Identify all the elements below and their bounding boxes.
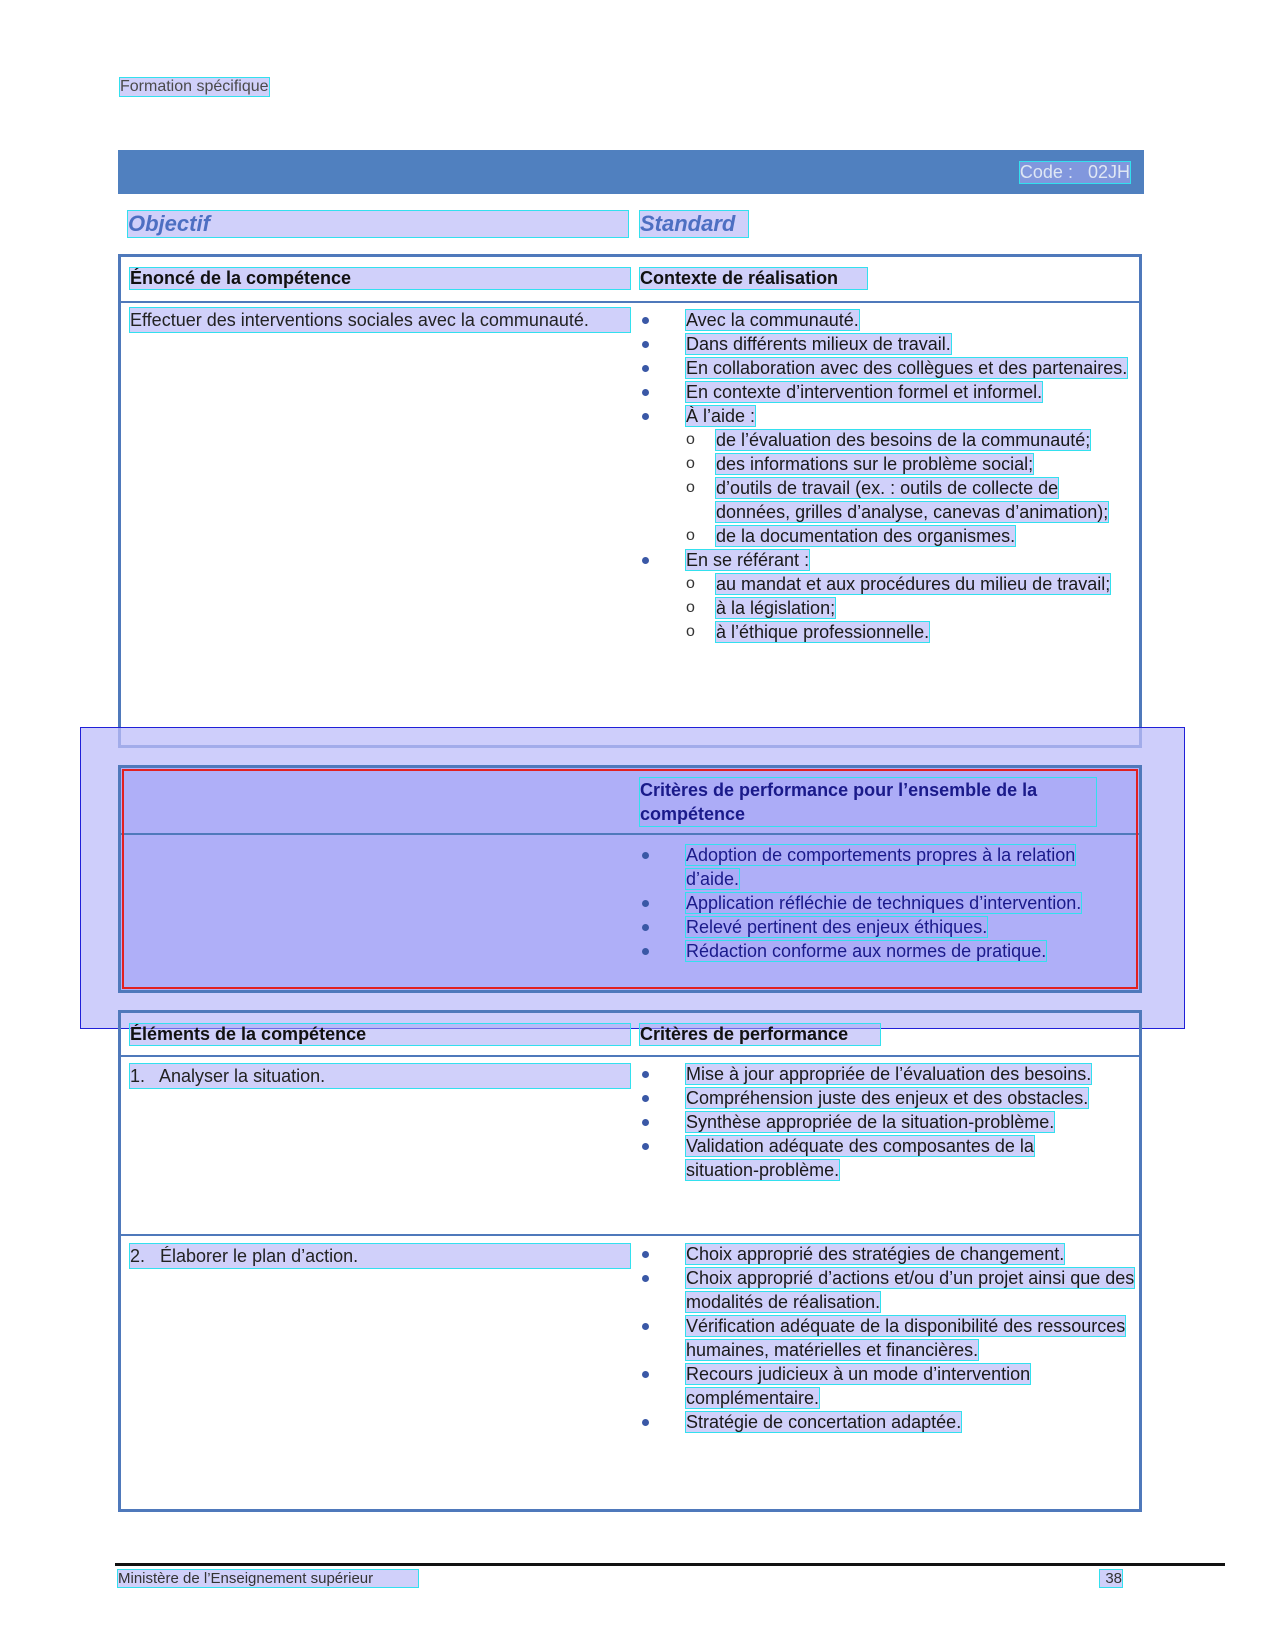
list-item-text: Stratégie de concertation adaptée. <box>686 1412 962 1432</box>
performance-list <box>640 843 1136 963</box>
list-item-text: Relevé pertinent des enjeux éthiques. <box>686 917 988 937</box>
sub-item <box>686 572 1112 596</box>
list-item <box>640 915 1136 939</box>
list-item <box>640 1242 1136 1266</box>
running-head: Formation spécifique <box>120 78 269 95</box>
list-item-text: Validation adéquate des composantes de la situation-problème. <box>686 1136 1034 1180</box>
list-item-text: Mise à jour appropriée de l’évaluation des besoins. <box>686 1064 1092 1084</box>
list-item <box>640 380 1136 404</box>
list-item <box>640 1134 1096 1182</box>
list-item-text: Application réfléchie de techniques d’intervention. <box>686 893 1082 913</box>
list-item-text: Choix approprié des stratégies de changement. <box>686 1244 1065 1264</box>
list-item <box>640 404 1136 548</box>
list-item-text: En se référant : <box>686 550 810 570</box>
code-bar <box>118 150 1144 194</box>
list-item <box>640 939 1136 963</box>
code-value: 02JH <box>1087 162 1130 182</box>
list-item-text: Dans différents milieux de travail. <box>686 334 951 354</box>
list-item <box>640 1314 1136 1362</box>
sub-item <box>686 524 1112 548</box>
list-item <box>640 1110 1136 1134</box>
competence-separator <box>121 301 1139 303</box>
context-header: Contexte de réalisation <box>640 268 867 289</box>
list-item-text: Avec la communauté. <box>686 310 859 330</box>
sub-list <box>686 572 1136 644</box>
element-2-criteria <box>640 1242 1136 1434</box>
code-label: Code : <box>1019 162 1073 182</box>
standard-heading: Standard <box>640 211 748 237</box>
list-item <box>640 356 1136 380</box>
list-item <box>640 891 1096 915</box>
page-number: 38 <box>1100 1570 1122 1587</box>
sub-item-text: à l’éthique professionnelle. <box>716 622 930 642</box>
list-item <box>640 1266 1136 1314</box>
element-2: 2. Élaborer le plan d’action. <box>130 1244 630 1268</box>
list-item <box>640 1362 1096 1410</box>
performance-header: Critères de performance pour l’ensemble de la compétence <box>640 778 1096 826</box>
list-item-text: En contexte d’intervention formel et informel. <box>686 382 1043 402</box>
objectif-heading: Objectif <box>128 211 628 237</box>
list-item-text: Choix approprié d’actions et/ou d’un projet ainsi que des modalités de réalisation. <box>686 1268 1135 1312</box>
list-item <box>640 548 1136 644</box>
sub-item-text: de l’évaluation des besoins de la communauté; <box>716 430 1091 450</box>
program-code <box>1020 162 1130 183</box>
list-item-text: En collaboration avec des collègues et des partenaires. <box>686 358 1128 378</box>
competence-statement-header: Énoncé de la compétence <box>130 268 630 289</box>
sub-item <box>686 452 1112 476</box>
list-item-text: Rédaction conforme aux normes de pratique. <box>686 941 1047 961</box>
element-1-criteria <box>640 1062 1136 1182</box>
elements-header: Éléments de la compétence <box>130 1024 630 1045</box>
list-item <box>640 1086 1096 1110</box>
elements-row-separator <box>121 1234 1139 1236</box>
list-item <box>640 308 1136 332</box>
sub-item-text: d’outils de travail (ex. : outils de collecte de données, grilles d’analyse, canevas d’animation); <box>716 478 1109 522</box>
list-item <box>640 1062 1096 1086</box>
sub-item-text: à la législation; <box>716 598 836 618</box>
list-item-text: Vérification adéquate de la disponibilité des ressources humaines, matérielles et financières. <box>686 1316 1126 1360</box>
elements-header-separator <box>121 1055 1139 1057</box>
sub-item-text: de la documentation des organismes. <box>716 526 1016 546</box>
context-list <box>640 308 1136 644</box>
list-item <box>640 1410 1136 1434</box>
sub-list <box>686 428 1136 548</box>
footer-ministry: Ministère de l’Enseignement supérieur <box>118 1570 418 1587</box>
list-item-text: Recours judicieux à un mode d’intervention complémentaire. <box>686 1364 1031 1408</box>
competence-statement: Effectuer des interventions sociales avec la communauté. <box>130 308 630 332</box>
element-1: 1. Analyser la situation. <box>130 1064 630 1088</box>
list-item <box>640 332 1136 356</box>
sub-item-text: des informations sur le problème social; <box>716 454 1034 474</box>
footer-rule <box>115 1563 1225 1566</box>
sub-item <box>686 596 1112 620</box>
sub-item <box>686 476 1112 524</box>
list-item-text: Compréhension juste des enjeux et des obstacles. <box>686 1088 1089 1108</box>
sub-item <box>686 620 1112 644</box>
sub-item <box>686 428 1112 452</box>
list-item-text: Synthèse appropriée de la situation-problème. <box>686 1112 1055 1132</box>
list-item-text: À l’aide : <box>686 406 756 426</box>
list-item <box>640 843 1096 891</box>
list-item-text: Adoption de comportements propres à la relation d’aide. <box>686 845 1076 889</box>
sub-item-text: au mandat et aux procédures du milieu de travail; <box>716 574 1111 594</box>
criteria-header: Critères de performance <box>640 1024 880 1045</box>
